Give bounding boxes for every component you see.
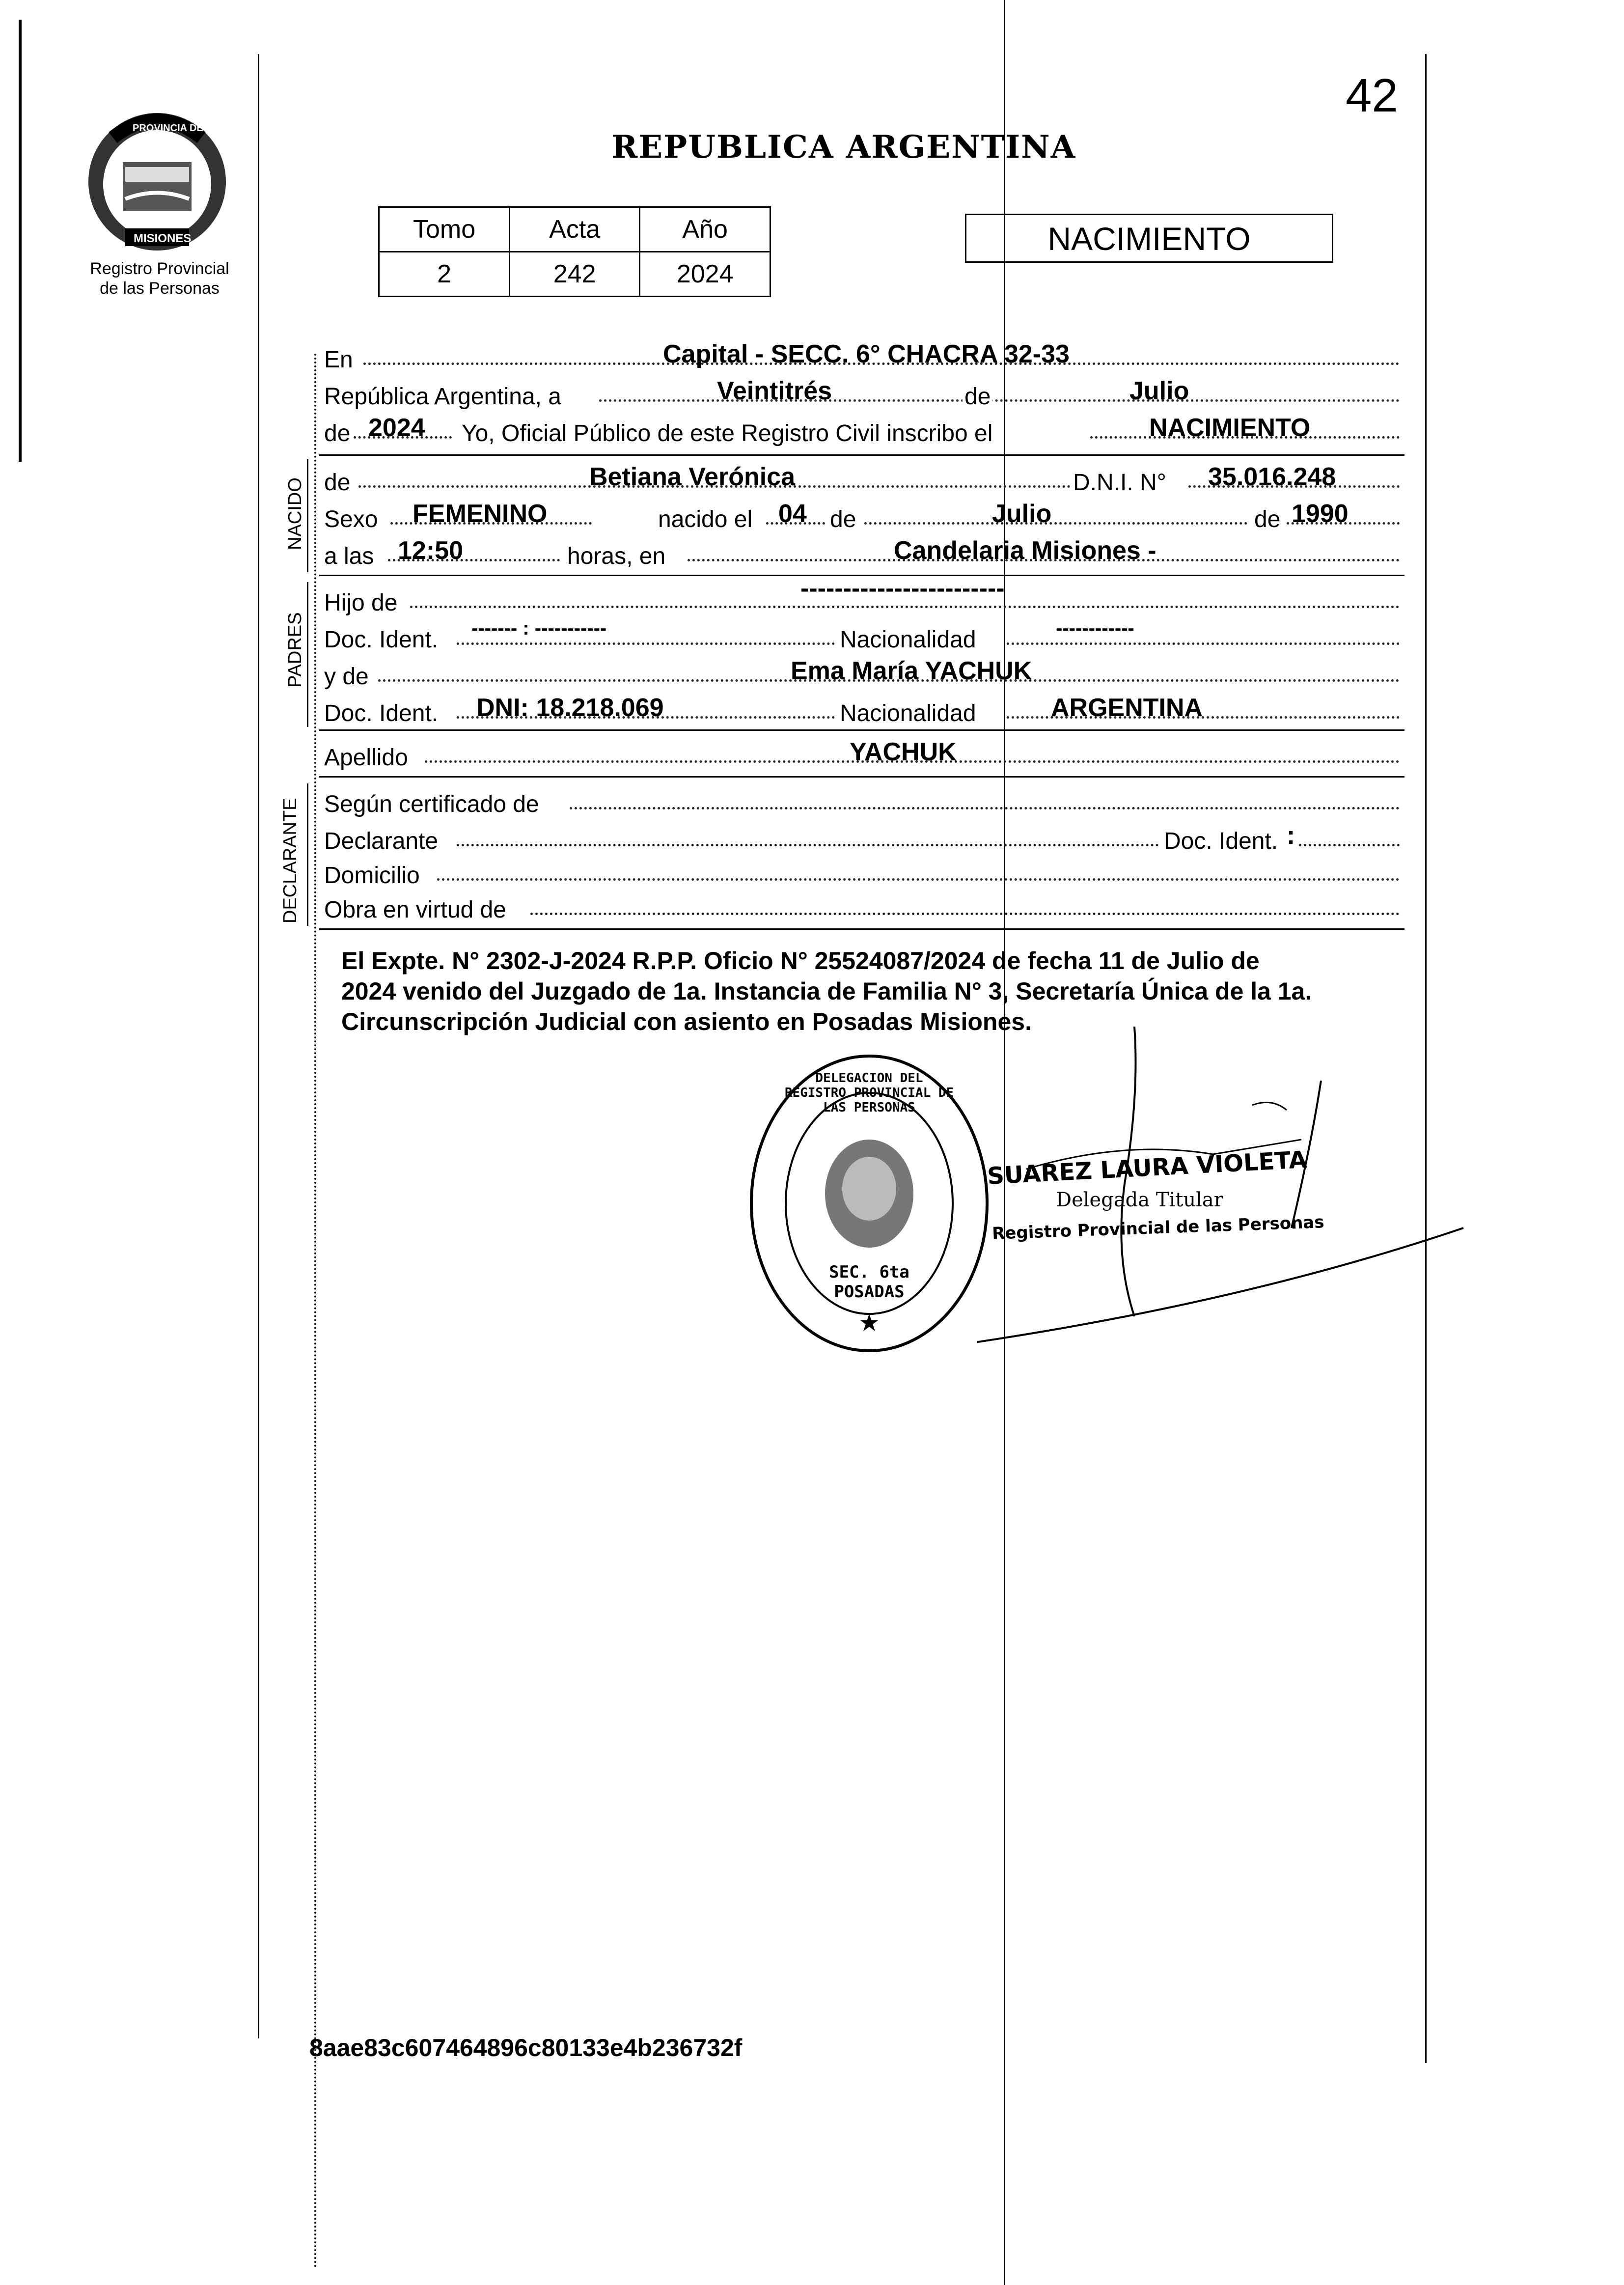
signatory-name: SUAREZ LAURA VIOLETA <box>986 1145 1308 1191</box>
lugar-value: Candelaria Misiones - <box>894 536 1156 565</box>
birth-day-value: 04 <box>778 500 807 528</box>
dotted-leader <box>864 522 1247 525</box>
seal-text-bottom: MISIONES <box>134 232 192 245</box>
declarante-bar <box>307 783 308 926</box>
de-birth-label: de <box>830 506 856 532</box>
sexo-value: FEMENINO <box>413 500 548 528</box>
republica-label: República Argentina, a <box>324 384 561 410</box>
y-de-label: y de <box>324 664 369 690</box>
row-domicilio <box>324 860 1400 892</box>
row-date <box>324 377 1400 413</box>
row-declarante <box>324 821 1400 858</box>
binding-dots <box>314 354 316 2269</box>
doc2-value: DNI: 18.218.069 <box>476 694 664 722</box>
signatory-office: Registro Provincial de las Personas <box>991 1212 1325 1244</box>
row-en <box>324 340 1400 376</box>
hijo-value: ------------------------ <box>800 574 1005 603</box>
row-sex <box>324 500 1400 536</box>
left-margin-line <box>258 54 259 2038</box>
birth-month-value: Julio <box>992 500 1052 528</box>
doc1-value: ------- : ----------- <box>471 617 607 639</box>
inscribo-value: NACIMIENTO <box>1149 414 1311 442</box>
section-rule <box>319 776 1404 778</box>
seal-text-top: PROVINCIA DE <box>133 123 203 134</box>
nac2-value: ARGENTINA <box>1051 694 1203 722</box>
table-header-tomo: Tomo <box>379 207 510 252</box>
province-seal-logo <box>79 103 236 255</box>
nacido-label: nacido el <box>658 506 753 532</box>
a-las-label: a las <box>324 543 374 569</box>
madre-value: Ema María YACHUK <box>791 657 1032 685</box>
doc-ident-decl-value: : <box>1287 821 1295 850</box>
section-rule <box>319 928 1404 930</box>
row-doc-mother <box>324 694 1400 730</box>
row-inscription <box>324 414 1400 450</box>
dni-value: 35.016.248 <box>1208 463 1336 491</box>
row-time <box>324 536 1400 573</box>
birth-year-value: 1990 <box>1292 500 1349 528</box>
nacionalidad-label: Nacionalidad <box>840 700 976 726</box>
apellido-value: YACHUK <box>850 738 957 766</box>
table-value-tomo: 2 <box>379 252 510 297</box>
dotted-leader <box>570 807 1400 809</box>
section-rule <box>319 454 1404 456</box>
side-label-declarante: DECLARANTE <box>280 798 301 923</box>
row-obra <box>324 894 1400 926</box>
de-label: de <box>963 381 992 413</box>
dni-label: D.N.I. N° <box>1073 470 1166 496</box>
side-label-padres: PADRES <box>285 612 305 688</box>
dotted-leader <box>437 878 1400 881</box>
note-line-3: Circunscripción Judicial con asiento en Posadas Misiones. <box>341 1008 1032 1035</box>
official-stamp <box>746 1051 992 1356</box>
doc-ident-label: Doc. Ident. <box>324 627 439 653</box>
segun-label: Según certificado de <box>324 791 539 817</box>
note-line-1: El Expte. N° 2302-J-2024 R.P.P. Oficio N° 25524087/2024 de fecha 11 de Julio de <box>341 947 1260 975</box>
table-header-ano: Año <box>640 207 771 252</box>
row-apellido <box>324 738 1400 774</box>
declarante-label: Declarante <box>324 828 439 854</box>
table-value-acta: 242 <box>510 252 640 297</box>
en-label: En <box>324 347 353 373</box>
de-birthyear-label: de <box>1252 503 1282 536</box>
stamp-inner-text: SEC. 6ta POSADAS <box>829 1262 909 1302</box>
domicilio-label: Domicilio <box>324 863 420 889</box>
doc-ident-decl-label: Doc. Ident. <box>1164 828 1278 854</box>
stamp-ring-text: DELEGACION DEL REGISTRO PROVINCIAL DE LAS PERSONAS <box>784 1071 954 1115</box>
nac1-value: ------------ <box>1056 617 1134 639</box>
de-name-label: de <box>324 467 352 499</box>
table-header-acta: Acta <box>510 207 640 252</box>
dotted-leader <box>530 913 1400 915</box>
page-number: 42 <box>1346 69 1398 122</box>
nombre-value: Betiana Verónica <box>589 463 796 491</box>
nacionalidad-label: Nacionalidad <box>840 627 976 653</box>
year-value: 2024 <box>368 414 425 442</box>
nacido-bar <box>307 459 308 572</box>
signatory-role: Delegada Titular <box>1056 1189 1223 1211</box>
row-madre <box>324 657 1400 693</box>
table-value-ano: 2024 <box>640 252 771 297</box>
obra-label: Obra en virtud de <box>324 897 506 923</box>
dotted-leader <box>1299 844 1400 846</box>
apellido-label: Apellido <box>324 745 408 771</box>
page-title: REPUBLICA ARGENTINA <box>611 129 1076 166</box>
dotted-leader <box>457 844 1159 846</box>
act-type-box <box>965 214 1333 263</box>
day-value: Veintitrés <box>717 377 832 405</box>
document-hash: 8aae83c607464896c80133e4b236732f <box>309 2034 743 2062</box>
act-type-label: NACIMIENTO <box>1047 221 1251 257</box>
row-segun <box>324 788 1400 821</box>
en-value: Capital - SECC. 6° CHACRA 32-33 <box>663 340 1070 368</box>
horas-label: horas, en <box>567 543 666 569</box>
registry-table <box>378 206 771 297</box>
dotted-leader <box>410 606 1400 608</box>
note-line-2: 2024 venido del Juzgado de 1a. Instancia de Familia N° 3, Secretaría Única de la 1a. <box>341 977 1312 1005</box>
side-label-nacido: NACIDO <box>285 477 305 550</box>
de-year-label: de <box>324 418 352 450</box>
padres-bar <box>307 582 308 727</box>
logo-caption-1: Registro Provincial <box>90 259 229 278</box>
section-rule <box>319 729 1404 731</box>
hora-value: 12:50 <box>398 536 463 565</box>
yo-text: Yo, Oficial Público de este Registro Civil inscribo el <box>462 420 993 446</box>
month-value: Julio <box>1129 377 1189 405</box>
row-doc-father <box>324 617 1400 656</box>
row-name <box>324 463 1400 499</box>
binding-edge-mark <box>19 20 22 462</box>
sexo-label: Sexo <box>324 506 378 532</box>
logo-caption-2: de las Personas <box>100 279 220 298</box>
doc-ident-label: Doc. Ident. <box>324 700 439 726</box>
hijo-label: Hijo de <box>324 590 398 616</box>
